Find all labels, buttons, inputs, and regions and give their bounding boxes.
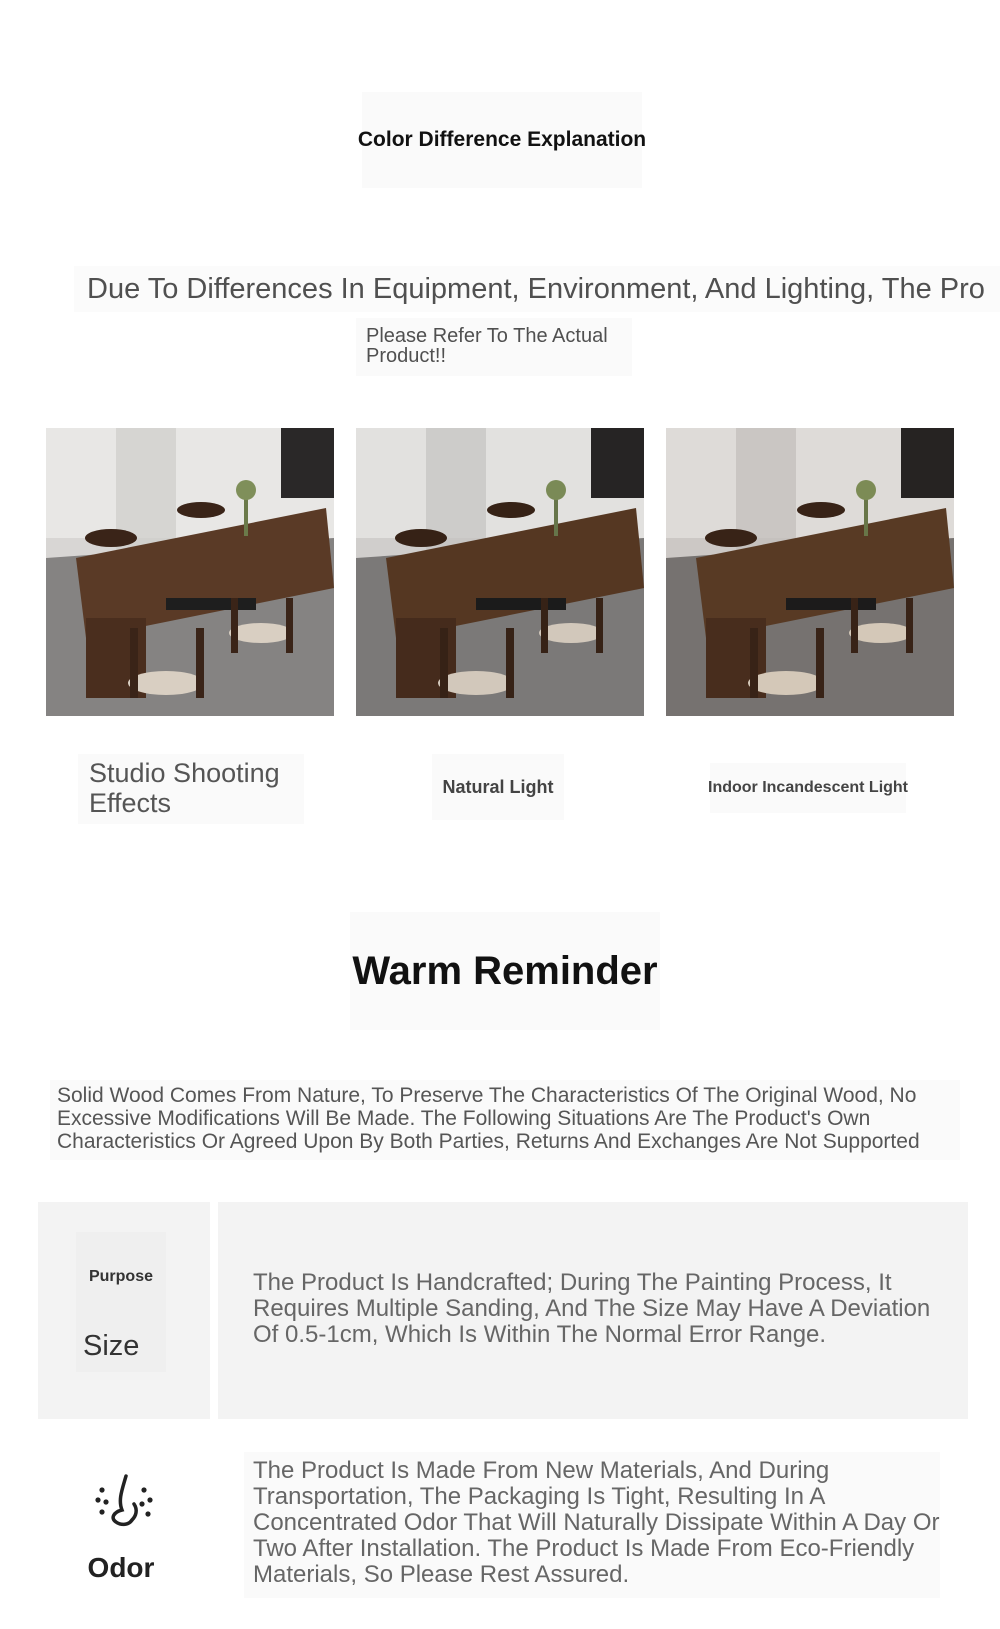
- odor-label: Odor: [87, 1552, 155, 1583]
- color-difference-title: Color Difference Explanation: [362, 92, 642, 188]
- odor-description: The Product Is Made From New Materials, And During Transportation, The Packaging Is Tight, Resulting In A Concentrated Odor That Will Naturally Dissipate Within A Day Or Two After Installation. The Product Is Made From Eco-Friendly Materials, So Please Rest Assured.: [253, 1457, 940, 1588]
- product-photo-natural: [356, 428, 644, 716]
- warm-reminder-text: Solid Wood Comes From Nature, To Preserve The Characteristics Of The Original Wood, No Excessive Modifications Will Be Made. The Following Situations Are The Product's Own Characteristics Or Agreed Upon By Both Parties, Returns And Exchanges Are Not Supported: [50, 1080, 960, 1160]
- caption-studio: Studio Shooting Effects: [78, 754, 304, 824]
- size-description: The Product Is Handcrafted; During The Painting Process, It Requires Multiple Sanding, And The Size May Have A Deviation Of 0.5-1cm, Which Is Within The Normal Error Range.: [253, 1269, 931, 1348]
- nose-smell-icon: [92, 1470, 158, 1536]
- refer-notice: Please Refer To The Actual Product!!: [356, 318, 632, 376]
- size-label: Size: [83, 1330, 140, 1362]
- caption-natural: Natural Light: [432, 754, 564, 820]
- product-photo-incandescent: [666, 428, 954, 716]
- warm-reminder-title: Warm Reminder: [350, 912, 660, 1030]
- product-photo-studio: [46, 428, 334, 716]
- purpose-label: Purpose: [88, 1268, 153, 1285]
- difference-notice: Due To Differences In Equipment, Environment, And Lighting, The Pro: [74, 266, 1000, 312]
- caption-incandescent: Indoor Incandescent Light: [710, 763, 906, 813]
